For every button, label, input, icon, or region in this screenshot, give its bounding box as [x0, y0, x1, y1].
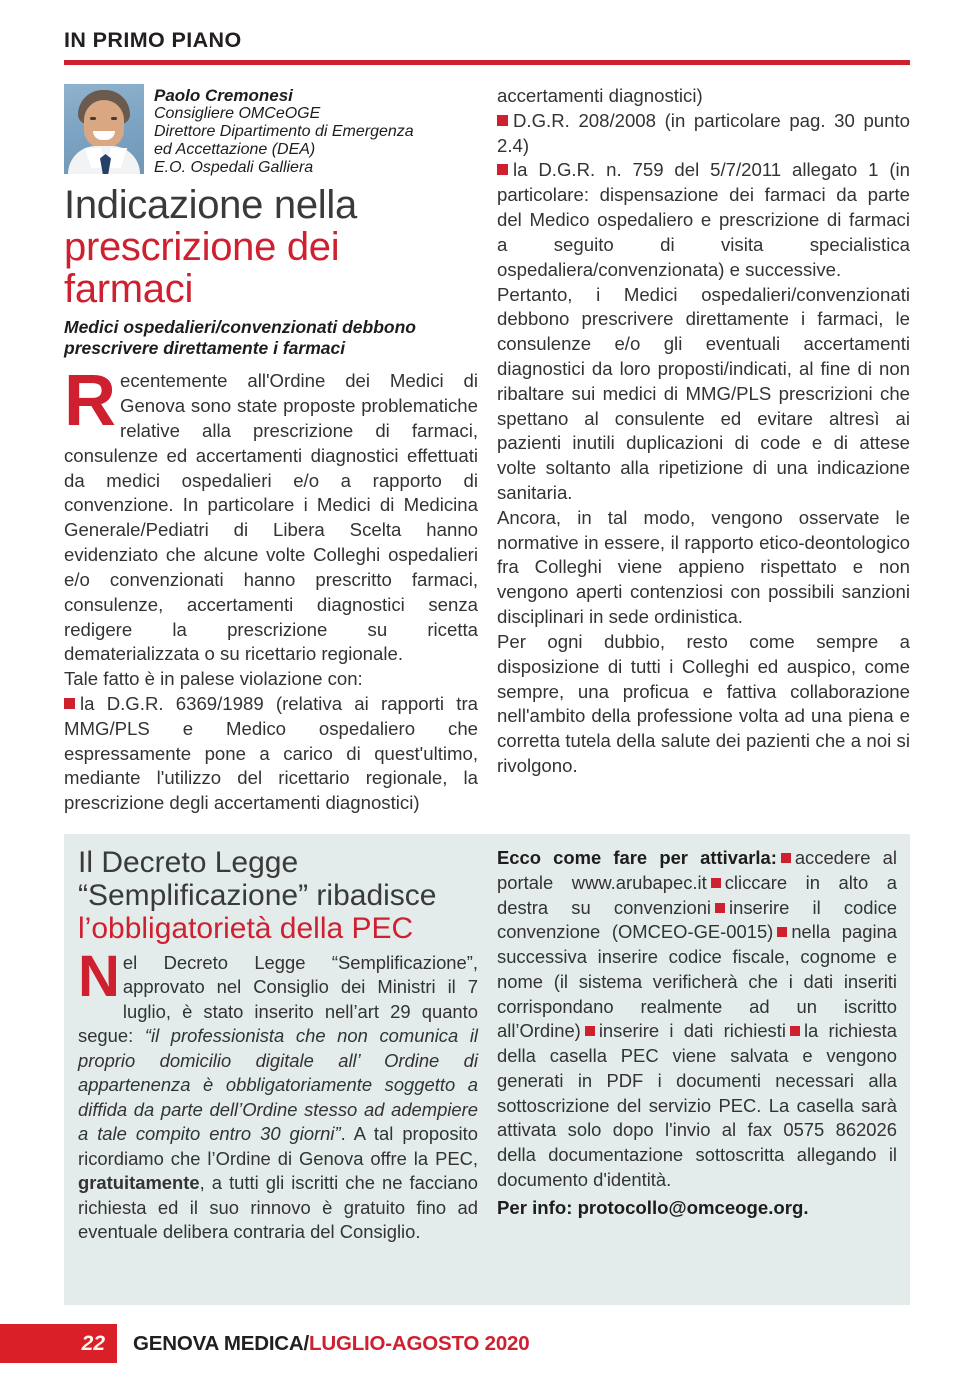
- article-paragraph-1: [64, 361, 478, 667]
- article-bullet-3: [497, 158, 910, 282]
- author-role-3: ed Accettazione (DEA): [154, 141, 316, 159]
- pec-panel-left: [64, 834, 478, 1245]
- panel-drop-cap-letter: N: [78, 944, 120, 1009]
- article-bullet-2-text: D.G.R. 208/2008 (in particolare pag. 30 punto 2.4): [497, 109, 910, 156]
- square-bullet-icon: [64, 698, 75, 709]
- byline: [64, 84, 478, 178]
- article-bullet-3-text: la D.G.R. n. 759 del 5/7/2011 allegato 1 (in particolare: dispensazione dei farmaci da parte del Medico ospedaliero e prescrizione di farmaci a seguito di visita specialistica ospedaliera/convenzionata) e successive.: [497, 159, 910, 280]
- pec-step-3: inserire il codice convenzione (OMCEO-GE-0015): [497, 896, 897, 943]
- article-bullet-1-continuation: accertamenti diagnostici): [497, 85, 703, 106]
- pec-panel-paragraph: [78, 944, 479, 1245]
- article-bullet-2: [497, 109, 910, 159]
- square-bullet-icon: [497, 164, 508, 175]
- article-paragraph-2: Tale fatto è in palese violazione con:: [64, 668, 363, 690]
- left-column: [64, 84, 478, 816]
- pec-contact-info: Per info: protocollo@omceoge.org.: [497, 1196, 809, 1218]
- author-portrait-photo: [64, 84, 144, 174]
- header-rule: [64, 60, 910, 65]
- article-paragraph-5: Per ogni dubbio, resto come sempre a disposizione di tutti i Colleghi ed auspico, come sempre, una proficua e fattiva collaborazione nell'ambito della professione volta ad una piena e corretta tutela della salute dei pazienti che a noi si rivolgono.: [497, 630, 910, 776]
- pec-bold-gratuitamente: gratuitamente: [78, 1172, 200, 1194]
- square-bullet-icon: [781, 853, 791, 863]
- pec-text-a: el Decreto Legge “Semplificazione”, approvato nel Consiglio dei Ministri il 7 luglio, è stato inserito nell’art 29 quanto segue:: [78, 952, 478, 1047]
- square-bullet-icon: [497, 115, 508, 126]
- section-kicker: IN PRIMO PIANO: [64, 28, 242, 52]
- pec-panel-right: [497, 834, 897, 1219]
- pec-heading-line-1: Il Decreto Legge: [78, 846, 299, 879]
- author-role-1: Consigliere OMCeOGE: [154, 105, 321, 123]
- pec-panel-heading: [78, 846, 478, 945]
- byline-text: [154, 84, 414, 178]
- article-standfirst: [64, 317, 478, 360]
- pec-text-b: . A tal proposito ricordiamo che l’Ordine di Genova offre la PEC,: [78, 1123, 478, 1169]
- pec-quote: “il professionista che non comunica il proprio domicilio digitale all’ Ordine di appartenenza è obbligatoriamente soggetto a diffida da parte dell’Ordine stesso ad adempiere a tale compito entro 30 giorni”: [78, 1025, 479, 1145]
- headline-line-1: Indicazione nella: [64, 182, 357, 227]
- right-column: [497, 84, 910, 779]
- pec-step-1: accedere al portale www.arubapec.it: [497, 847, 897, 893]
- article-bullet-1-text: la D.G.R. 6369/1989 (relativa ai rapporti tra MMG/PLS e Medico ospedaliero che espressamente pone a carico di quest'ultimo, mediante l'utilizzo del ricettario regionale, la prescrizione degli accertamenti diagnostici): [64, 692, 478, 814]
- author-role-4: E.O. Ospedali Galliera: [154, 159, 314, 177]
- article-headline: [64, 184, 478, 311]
- pec-step-6: la richiesta della casella PEC viene salvata e vengono generati in PDF i documenti necessari alla sottoscrizione del servizio PEC. La casella sarà attivata solo dopo l'invio al fax 0575 862026 della documentazione sottoscritta allegando il documento d'identità.: [497, 1020, 898, 1190]
- square-bullet-icon: [711, 878, 721, 888]
- square-bullet-icon: [585, 1026, 595, 1036]
- portrait-eye-left: [90, 117, 96, 120]
- pec-step-4: nella pagina successiva inserire codice fiscale, cognome e nome (il sistema verificherà che i dati inseriti corrispondano realmente ad un iscritto all’Ordine): [497, 921, 897, 1042]
- standfirst-line-1: Medici ospedalieri/convenzionati debbono: [64, 316, 416, 337]
- pec-step-2: cliccare in alto a destra su convenzioni: [497, 871, 897, 918]
- square-bullet-icon: [715, 903, 725, 913]
- headline-line-2: prescrizione dei farmaci: [64, 224, 340, 312]
- pec-panel: [64, 834, 910, 1305]
- footer-publication-line: [133, 1324, 529, 1363]
- pec-steps-lead: Ecco come fare per attivarla:: [497, 847, 777, 868]
- standfirst-line-2: prescrivere direttamente i farmaci: [64, 338, 346, 359]
- author-role-2: Direttore Dipartimento di Emergenza: [154, 123, 414, 141]
- portrait-face: [84, 100, 124, 148]
- drop-cap-letter: R: [64, 361, 116, 442]
- article-paragraph-3: Pertanto, i Medici ospedalieri/convenzionati debbono prescrivere direttamente i farmaci, le consulenze e/o gli eventuali accertamenti diagnostici da loro proposti/indicati, al fine di non ribaltare sui medici di MMG/PLS prescrizioni che spettano al consulente ed evitare altresì ai pazienti inutili duplicazioni di code e di attese volte soltanto alla ripetizione di una indicazione sanitaria.: [497, 283, 910, 503]
- pec-heading-line-2: “Semplificazione” ribadisce: [78, 879, 437, 912]
- author-name: Paolo Cremonesi: [154, 86, 293, 105]
- footer-issue: LUGLIO-AGOSTO 2020: [309, 1332, 530, 1355]
- pec-step-5: inserire i dati richiesti: [598, 1020, 786, 1042]
- portrait-eye-right: [111, 117, 117, 120]
- square-bullet-icon: [790, 1026, 800, 1036]
- pec-heading-line-3: l’obbligatorietà della PEC: [78, 912, 414, 945]
- pec-steps: [497, 846, 897, 1193]
- footer-publication: GENOVA MEDICA/: [133, 1332, 310, 1355]
- square-bullet-icon: [777, 927, 787, 937]
- article-bullet-1: [64, 692, 478, 816]
- article-paragraph-4: Ancora, in tal modo, vengono osservate le normative in essere, il rapporto etico-deontologico fra Colleghi viene appieno rispettato e non vengono aperti contenziosi con possibili sanzioni disciplinari in sede ordinistica.: [497, 506, 910, 628]
- article-paragraph-1-text: ecentemente all'Ordine dei Medici di Genova sono state proposte problematiche relative alla prescrizione di farmaci, consulenze ed accertamenti diagnostici effettuati da medici ospedalieri e/o a rapporto di convenzione. In particolare i Medici di Medicina Generale/Pediatri di Libera Scelta hanno evidenziato che alcune volte Colleghi ospedalieri e/o convenzionati hanno prescritto farmaci, consulenze, accertamenti diagnostici senza redigere la prescrizione su ricetta dematerializzata o su ricettario regionale.: [64, 370, 478, 665]
- pec-text-c: , a tutti gli iscritti che ne facciano richiesta ed il suo rinnovo è gratuito fino ad eventuale delibera contraria del Consiglio.: [78, 1172, 478, 1243]
- page-number: 22: [81, 1332, 105, 1355]
